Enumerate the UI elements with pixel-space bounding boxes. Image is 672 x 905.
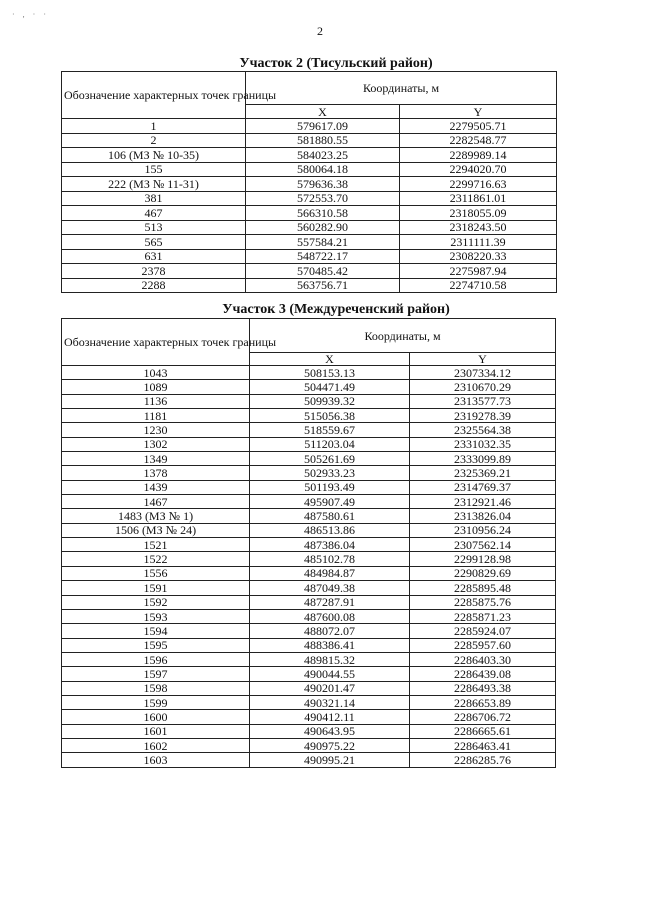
y-cell: 2294020.70: [400, 162, 557, 177]
x-cell: 509939.32: [250, 394, 410, 408]
point-id-cell: 2378: [62, 264, 246, 279]
table-row: [62, 177, 557, 192]
y-cell: 2274710.58: [400, 278, 557, 293]
point-id-cell: 1593: [62, 609, 250, 623]
x-cell: 484984.87: [250, 566, 410, 580]
y-cell: 2325564.38: [410, 423, 556, 437]
table-row: [62, 220, 557, 235]
point-id-cell: 1597: [62, 667, 250, 681]
table-row: [62, 119, 557, 134]
x-cell: 487287.91: [250, 595, 410, 609]
table-row: [62, 667, 556, 681]
y-cell: 2307334.12: [410, 366, 556, 380]
y-cell: 2307562.14: [410, 538, 556, 552]
point-id-cell: 513: [62, 220, 246, 235]
point-id-cell: 1591: [62, 581, 250, 595]
y-cell: 2286706.72: [410, 710, 556, 724]
section-2-rows: [62, 119, 557, 293]
y-cell: 2286403.30: [410, 652, 556, 666]
table-row: [62, 538, 556, 552]
header-x: X: [246, 105, 400, 119]
x-cell: 488072.07: [250, 624, 410, 638]
table-row: [62, 206, 557, 221]
point-id-cell: 1181: [62, 409, 250, 423]
y-cell: 2285871.23: [410, 609, 556, 623]
table-row: [62, 624, 556, 638]
table-row: [62, 738, 556, 752]
y-cell: 2319278.39: [410, 409, 556, 423]
section-3-table: [61, 318, 556, 768]
table-row: [62, 133, 557, 148]
y-cell: 2314769.37: [410, 480, 556, 494]
point-id-cell: 1439: [62, 480, 250, 494]
x-cell: 515056.38: [250, 409, 410, 423]
y-cell: 2318055.09: [400, 206, 557, 221]
y-cell: 2286463.41: [410, 738, 556, 752]
header-x: X: [250, 353, 410, 366]
point-id-cell: 1522: [62, 552, 250, 566]
table-row: [62, 566, 556, 580]
y-cell: 2289989.14: [400, 148, 557, 163]
x-cell: 581880.55: [246, 133, 400, 148]
y-cell: 2286665.61: [410, 724, 556, 738]
x-cell: 487600.08: [250, 609, 410, 623]
x-cell: 490643.95: [250, 724, 410, 738]
y-cell: 2286439.08: [410, 667, 556, 681]
table-row: [62, 423, 556, 437]
table-row: [62, 753, 556, 767]
x-cell: 504471.49: [250, 380, 410, 394]
x-cell: 579636.38: [246, 177, 400, 192]
point-id-cell: 1136: [62, 394, 250, 408]
table-row: [62, 523, 556, 537]
x-cell: 486513.86: [250, 523, 410, 537]
y-cell: 2285924.07: [410, 624, 556, 638]
y-cell: 2311111.39: [400, 235, 557, 250]
x-cell: 566310.58: [246, 206, 400, 221]
point-id-cell: 1230: [62, 423, 250, 437]
table-row: [62, 162, 557, 177]
x-cell: 557584.21: [246, 235, 400, 250]
point-id-cell: 1600: [62, 710, 250, 724]
table-row: [62, 380, 556, 394]
point-id-cell: 222 (МЗ № 11-31): [62, 177, 246, 192]
x-cell: 487580.61: [250, 509, 410, 523]
point-id-cell: 1556: [62, 566, 250, 580]
header-y: Y: [410, 353, 556, 366]
y-cell: 2313826.04: [410, 509, 556, 523]
point-id-cell: 2288: [62, 278, 246, 293]
y-cell: 2299128.98: [410, 552, 556, 566]
table-row: [62, 191, 557, 206]
y-cell: 2312921.46: [410, 495, 556, 509]
y-cell: 2286653.89: [410, 695, 556, 709]
table-row: [62, 681, 556, 695]
table-row: [62, 509, 556, 523]
point-id-cell: 1467: [62, 495, 250, 509]
x-cell: 579617.09: [246, 119, 400, 134]
table-row: [62, 452, 556, 466]
point-id-cell: 1598: [62, 681, 250, 695]
table-row: [62, 609, 556, 623]
point-id-cell: 106 (МЗ № 10-35): [62, 148, 246, 163]
point-id-cell: 1089: [62, 380, 250, 394]
y-cell: 2331032.35: [410, 437, 556, 451]
x-cell: 490975.22: [250, 738, 410, 752]
point-id-cell: 1349: [62, 452, 250, 466]
table-row: [62, 394, 556, 408]
y-cell: 2286493.38: [410, 681, 556, 695]
table-row: [62, 437, 556, 451]
section-3-title: Участок 3 (Междуреченский район): [222, 302, 450, 317]
table-row: [62, 366, 556, 380]
table-row: [62, 552, 556, 566]
y-cell: 2308220.33: [400, 249, 557, 264]
point-id-cell: 1594: [62, 624, 250, 638]
y-cell: 2318243.50: [400, 220, 557, 235]
point-id-cell: 1602: [62, 738, 250, 752]
table-row: [62, 278, 557, 293]
y-cell: 2310956.24: [410, 523, 556, 537]
x-cell: 490044.55: [250, 667, 410, 681]
x-cell: 487049.38: [250, 581, 410, 595]
x-cell: 570485.42: [246, 264, 400, 279]
point-id-cell: 1: [62, 119, 246, 134]
x-cell: 580064.18: [246, 162, 400, 177]
point-id-cell: 381: [62, 191, 246, 206]
table-row: [62, 148, 557, 163]
y-cell: 2310670.29: [410, 380, 556, 394]
x-cell: 495907.49: [250, 495, 410, 509]
point-id-cell: 1599: [62, 695, 250, 709]
y-cell: 2282548.77: [400, 133, 557, 148]
x-cell: 563756.71: [246, 278, 400, 293]
header-point-label: Обозначение характерных точек границы: [62, 319, 250, 366]
x-cell: 548722.17: [246, 249, 400, 264]
table-row: [62, 638, 556, 652]
table-row: [62, 495, 556, 509]
scan-artifact: · , · ·: [12, 10, 49, 19]
x-cell: 560282.90: [246, 220, 400, 235]
y-cell: 2313577.73: [410, 394, 556, 408]
x-cell: 490412.11: [250, 710, 410, 724]
x-cell: 572553.70: [246, 191, 400, 206]
header-point-label: Обозначение характерных точек границы: [62, 72, 246, 119]
x-cell: 502933.23: [250, 466, 410, 480]
x-cell: 501193.49: [250, 480, 410, 494]
point-id-cell: 155: [62, 162, 246, 177]
point-id-cell: 1601: [62, 724, 250, 738]
y-cell: 2299716.63: [400, 177, 557, 192]
x-cell: 490201.47: [250, 681, 410, 695]
point-id-cell: 1596: [62, 652, 250, 666]
x-cell: 485102.78: [250, 552, 410, 566]
point-id-cell: 467: [62, 206, 246, 221]
table-row: [62, 249, 557, 264]
point-id-cell: 1521: [62, 538, 250, 552]
x-cell: 518559.67: [250, 423, 410, 437]
table-row: [62, 466, 556, 480]
table-row: [62, 264, 557, 279]
table-row: [62, 652, 556, 666]
y-cell: 2290829.69: [410, 566, 556, 580]
point-id-cell: 1302: [62, 437, 250, 451]
point-id-cell: 2: [62, 133, 246, 148]
section-2-table: [61, 71, 557, 293]
x-cell: 488386.41: [250, 638, 410, 652]
y-cell: 2333099.89: [410, 452, 556, 466]
x-cell: 584023.25: [246, 148, 400, 163]
point-id-cell: 1603: [62, 753, 250, 767]
point-id-cell: 1595: [62, 638, 250, 652]
x-cell: 487386.04: [250, 538, 410, 552]
point-id-cell: 1043: [62, 366, 250, 380]
y-cell: 2311861.01: [400, 191, 557, 206]
table-row: [62, 409, 556, 423]
point-id-cell: 1483 (МЗ № 1): [62, 509, 250, 523]
point-id-cell: 631: [62, 249, 246, 264]
y-cell: 2325369.21: [410, 466, 556, 480]
y-cell: 2285895.48: [410, 581, 556, 595]
y-cell: 2285957.60: [410, 638, 556, 652]
point-id-cell: 1592: [62, 595, 250, 609]
y-cell: 2286285.76: [410, 753, 556, 767]
table-row: [62, 710, 556, 724]
table-row: [62, 235, 557, 250]
y-cell: 2275987.94: [400, 264, 557, 279]
header-y: Y: [400, 105, 557, 119]
y-cell: 2285875.76: [410, 595, 556, 609]
section-2-title: Участок 2 (Тисульский район): [239, 56, 433, 71]
point-id-cell: 1506 (МЗ № 24): [62, 523, 250, 537]
point-id-cell: 1378: [62, 466, 250, 480]
section-3-rows: [62, 366, 556, 768]
table-row: [62, 581, 556, 595]
point-id-cell: 565: [62, 235, 246, 250]
table-row: [62, 480, 556, 494]
table-row: [62, 595, 556, 609]
y-cell: 2279505.71: [400, 119, 557, 134]
x-cell: 490995.21: [250, 753, 410, 767]
table-row: [62, 695, 556, 709]
table-row: [62, 724, 556, 738]
page-number: 2: [317, 24, 323, 38]
x-cell: 505261.69: [250, 452, 410, 466]
x-cell: 489815.32: [250, 652, 410, 666]
x-cell: 511203.04: [250, 437, 410, 451]
header-coordinates: Координаты, м: [250, 319, 556, 353]
x-cell: 508153.13: [250, 366, 410, 380]
x-cell: 490321.14: [250, 695, 410, 709]
header-coordinates: Координаты, м: [246, 72, 557, 105]
